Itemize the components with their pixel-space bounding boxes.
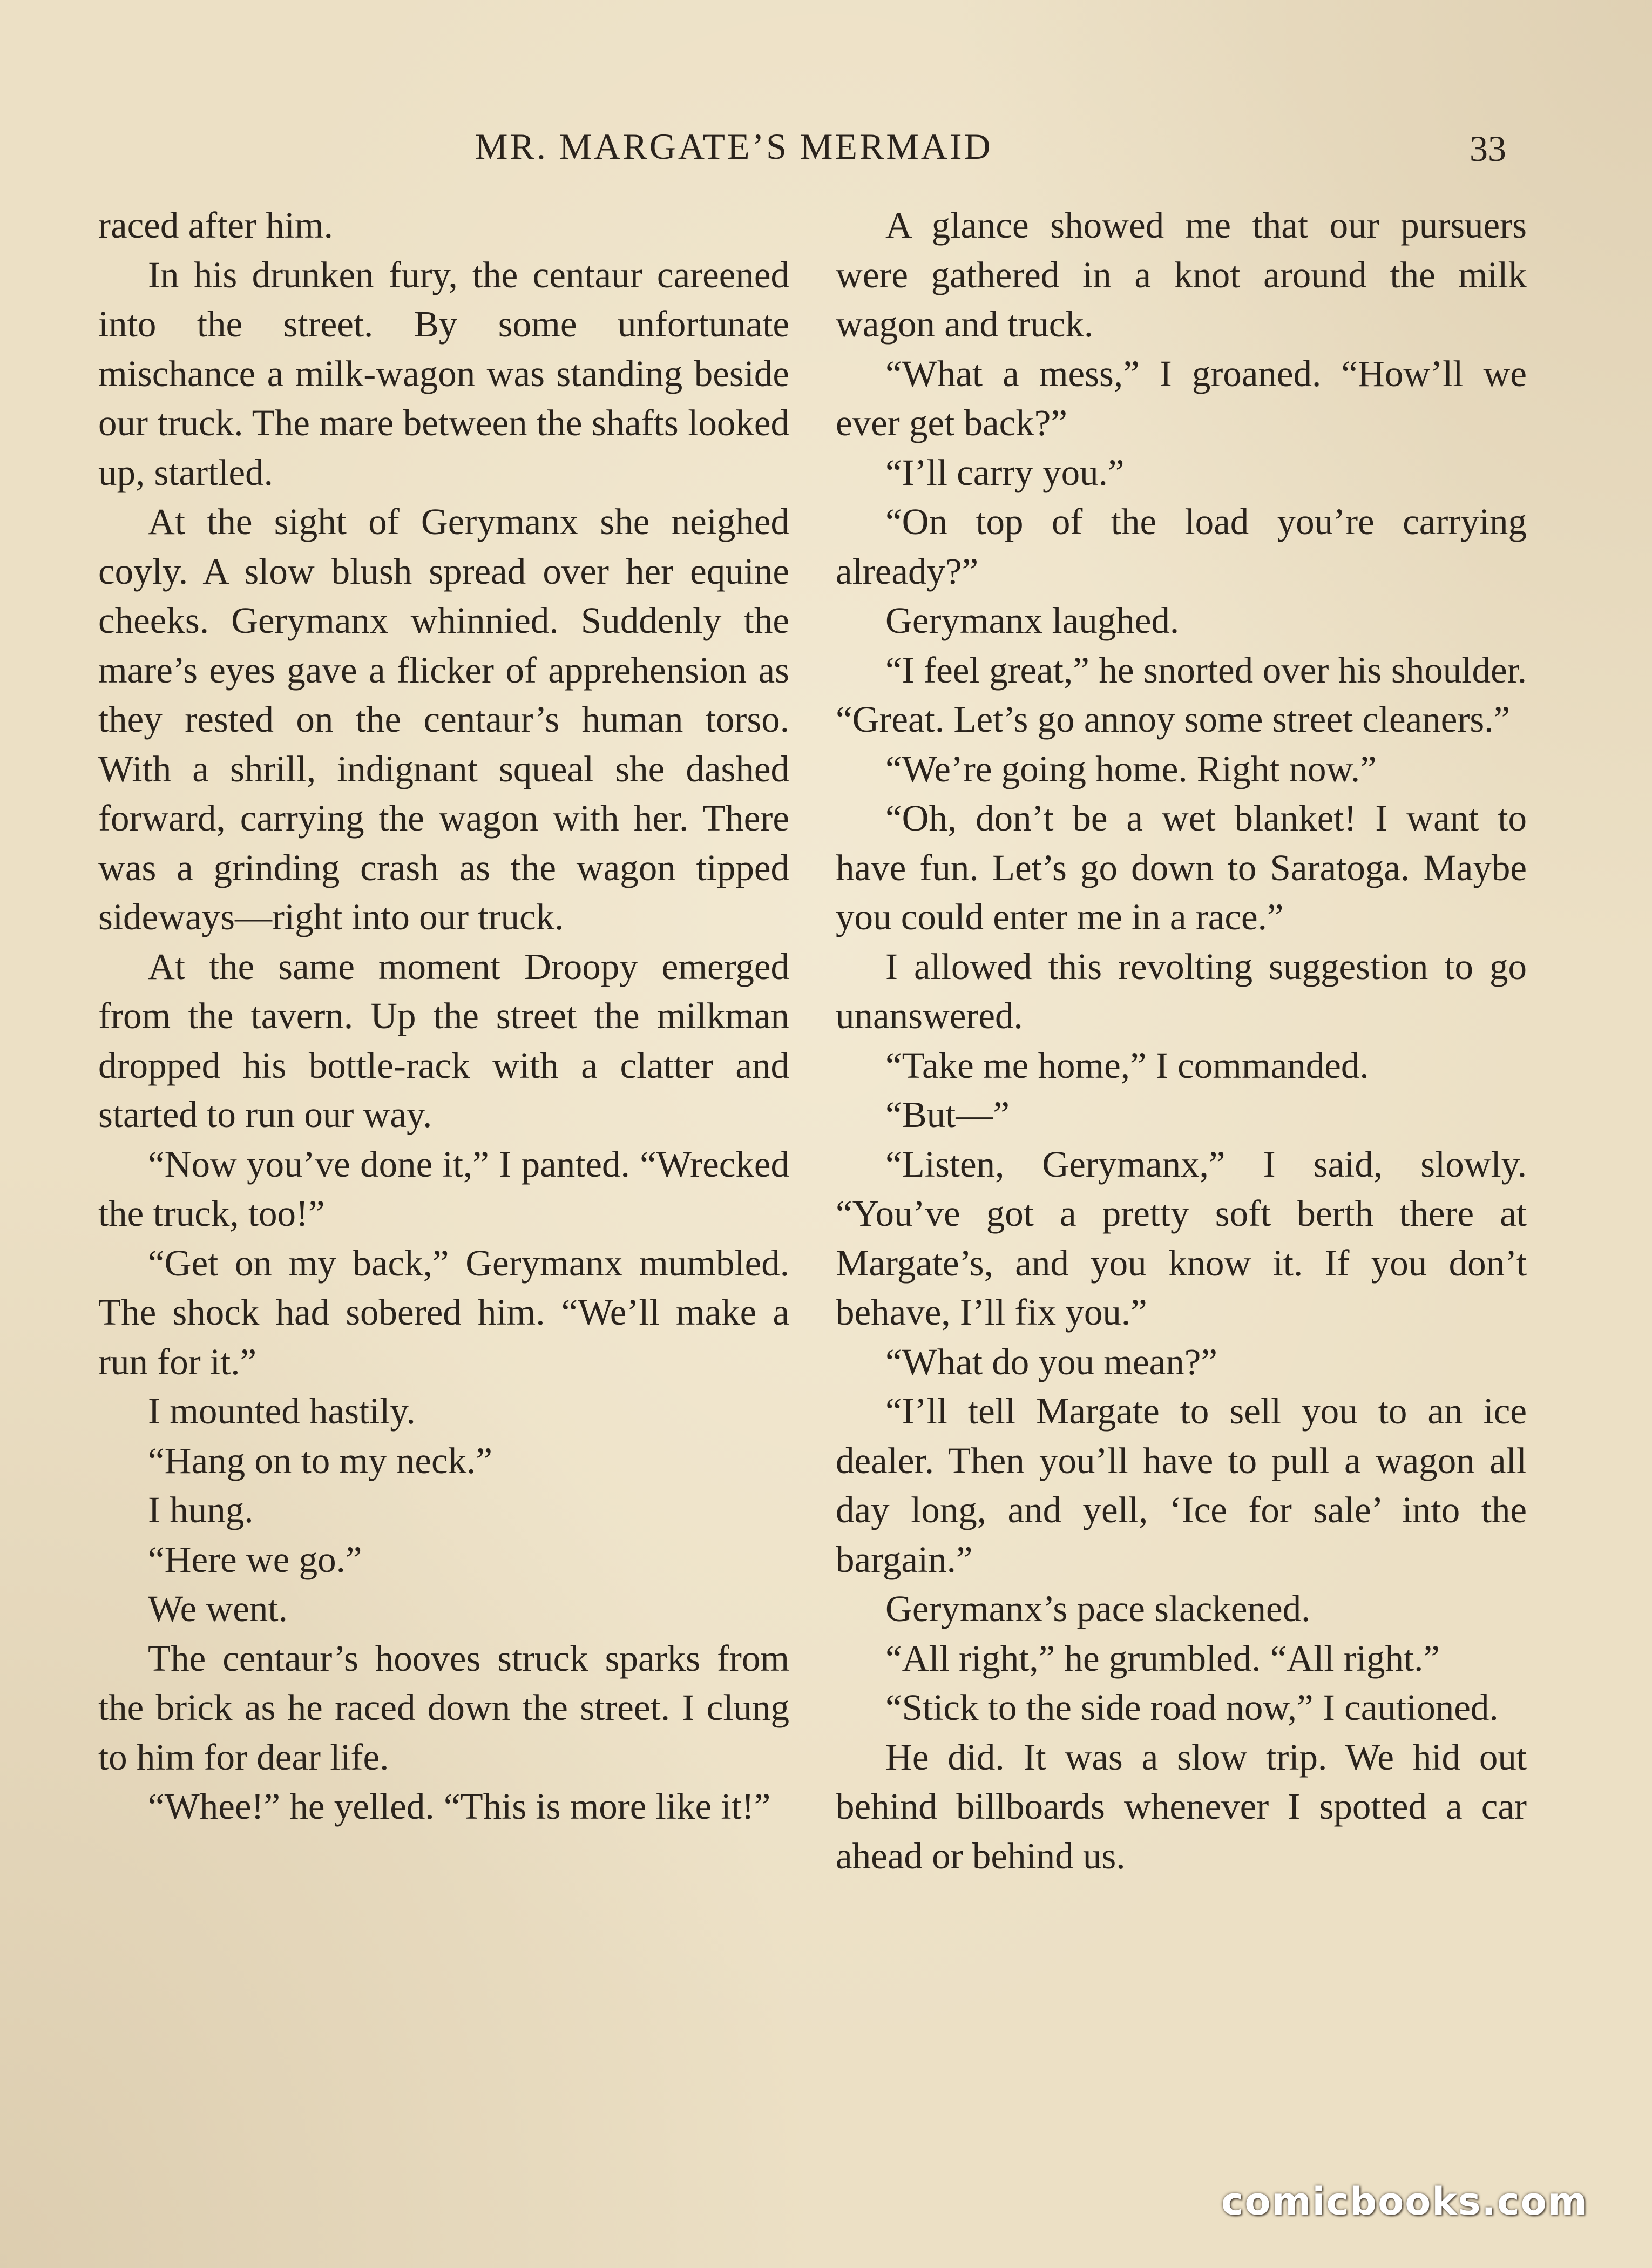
paragraph: “Get on my back,” Gerymanx mumbled. The shock had sobered him. “We’ll make a run for it.” — [98, 1242, 789, 1382]
paragraph: “Now you’ve done it,” I panted. “Wrecked the truck, too!” — [98, 1143, 789, 1234]
paragraph: “We’re going home. Right now.” — [885, 748, 1377, 789]
paragraph: “Stick to the side road now,” I cautioned. — [885, 1687, 1499, 1728]
paragraph: raced after him. — [98, 205, 333, 246]
paragraph: I hung. — [148, 1489, 254, 1530]
paragraph: A glance showed me that our pursuers were gathered in a knot around the milk wagon and truck. — [836, 205, 1527, 345]
paragraph: At the sight of Gerymanx she neighed coyly. A slow blush spread over her equine cheeks. Gerymanx whinnied. Suddenly the mare’s eyes gave a flicker of apprehension as they rested on the centaur’s human torso. With a shrill, indignant squeal she dashed forward, carrying the wagon with her. There was a grinding crash as the wagon tipped sideways—right into our truck. — [98, 501, 789, 937]
paragraph: He did. It was a slow trip. We hid out behind billboards whenever I spotted a car ahead or behind us. — [836, 1736, 1527, 1877]
running-title: MR. MARGATE’S MERMAID — [475, 126, 993, 167]
right-column — [836, 201, 1527, 1881]
paragraph: “On top of the load you’re carrying already?” — [836, 501, 1527, 592]
paragraph: “Listen, Gerymanx,” I said, slowly. “You’ve got a pretty soft berth there at Margate’s, and you know it. If you don’t behave, I’ll fix you.” — [836, 1143, 1527, 1333]
paragraph: “What a mess,” I groaned. “How’ll we ever get back?” — [836, 353, 1527, 443]
paragraph: “I’ll tell Margate to sell you to an ice dealer. Then you’ll have to pull a wagon all day long, and yell, ‘Ice for sale’ into the bargain.” — [836, 1390, 1527, 1580]
paragraph: “What do you mean?” — [885, 1341, 1217, 1382]
paragraph: “Whee!” he yelled. “This is more like it!” — [148, 1786, 771, 1827]
paragraph: I allowed this revolting suggestion to go unanswered. — [836, 946, 1527, 1036]
page-number: 33 — [1470, 128, 1506, 169]
paragraph: “Oh, don’t be a wet blanket! I want to have fun. Let’s go down to Saratoga. Maybe you could enter me in a race.” — [836, 798, 1527, 937]
paragraph: In his drunken fury, the centaur careened into the street. By some unfortunate mischance a milk-wagon was standing beside our truck. The mare between the shafts looked up, startled. — [98, 254, 789, 493]
paragraph: “Hang on to my neck.” — [148, 1440, 493, 1481]
paragraph: “But—” — [885, 1094, 1010, 1135]
paragraph: Gerymanx laughed. — [885, 600, 1180, 641]
paragraph: At the same moment Droopy emerged from the tavern. Up the street the milkman dropped his bottle-rack with a clatter and started to run our way. — [98, 946, 789, 1135]
paragraph: “I’ll carry you.” — [885, 451, 1125, 493]
left-column — [98, 201, 789, 1832]
paragraph: We went. — [148, 1588, 288, 1629]
paragraph: Gerymanx’s pace slackened. — [885, 1588, 1311, 1629]
paragraph: “All right,” he grumbled. “All right.” — [885, 1637, 1440, 1679]
paragraph: I mounted hastily. — [148, 1390, 416, 1432]
paragraph: The centaur’s hooves struck sparks from the brick as he raced down the street. I clung to him for dear life. — [98, 1637, 789, 1778]
watermark: comicbooks.com — [1221, 2179, 1588, 2224]
paragraph: “Take me home,” I commanded. — [885, 1044, 1369, 1086]
paragraph: “Here we go.” — [148, 1538, 362, 1580]
paragraph: “I feel great,” he snorted over his shoulder. “Great. Let’s go annoy some street cleaners.” — [836, 649, 1527, 740]
